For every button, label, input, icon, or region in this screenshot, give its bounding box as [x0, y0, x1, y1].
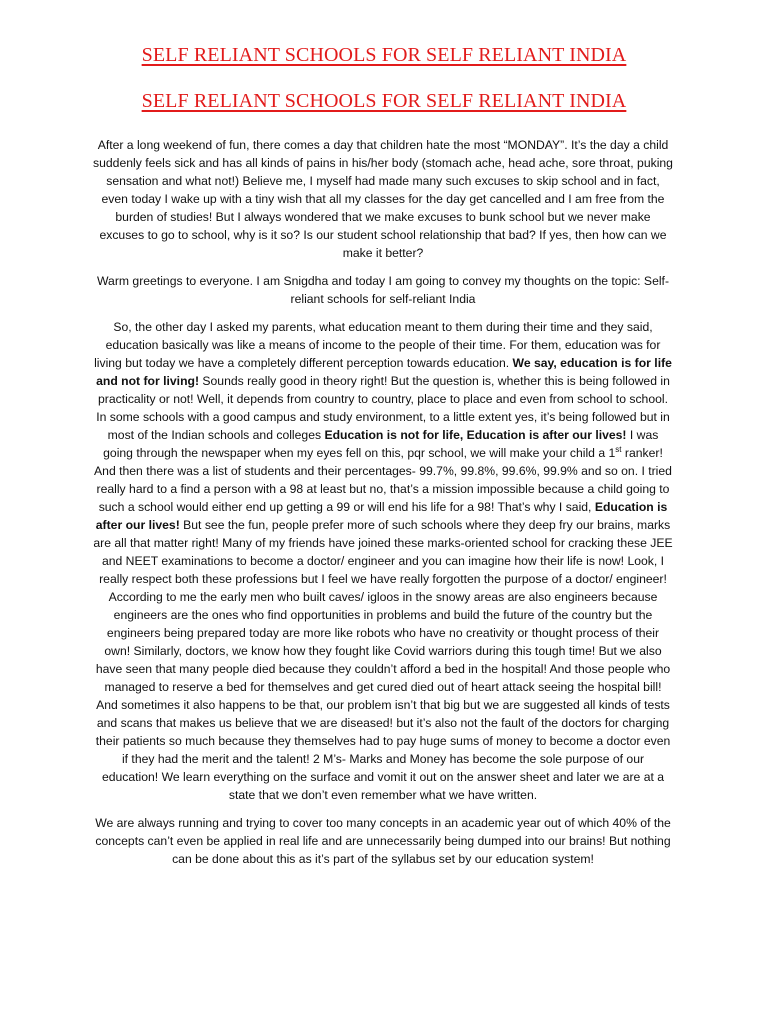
- document-title: SELF RELIANT SCHOOLS FOR SELF RELIANT INDIA: [141, 44, 627, 66]
- document-subtitle: SELF RELIANT SCHOOLS FOR SELF RELIANT INDIA: [141, 90, 627, 112]
- document-body: [93, 136, 673, 878]
- paragraph-main-text-4: ranker! And then there was a list of students and their percentages- 99.7%, 99.8%, 99.6%, 99.9% and so on. I tried really hard to a find a person with a 98 at least but no, that’s a mission impossible because a child going to such a school would either end up getting a 99 or will end his life for a 98! That’s why I said,: [94, 446, 672, 514]
- paragraph-closing: We are always running and trying to cover too many concepts in an academic year out of which 40% of the concepts can’t even be applied in real life and are unnecessarily being dumped into our brains! But nothing can be done about this as it’s part of the syllabus set by our education system!: [95, 816, 671, 866]
- paragraph-main-text-1: So, the other day I asked my parents, what education meant to them during their time and they said, education basically was like a means of income to the people of their time. For them, education was for living but today we have a completely different perception towards education.: [94, 320, 661, 370]
- paragraph-main-text-3: I was going through the newspaper when my eyes fell on this, pqr school, we will make your child a 1: [103, 428, 659, 460]
- ordinal-superscript: st: [615, 444, 622, 454]
- paragraph-main: [93, 318, 673, 804]
- paragraph-main-text-5: But see the fun, people prefer more of such schools where they deep fry our brains, marks are all that matter right! Many of my friends have joined these marks-oriented school for cracking these JEE and NEET examinations to become a doctor/ engineer and you can imagine how their life is now! Look, I really respect both these professions but I feel we have really forgotten the purpose of a doctor/ engineer! According to me the early men who built caves/ igloos in the snowy areas are also engineers because engineers are the ones who find opportunities in problems and build the future of the country but the engineers being prepared today are more like robots who have no creativity or thought process of their own! Similarly, doctors, we know how they fought like Covid warriors during this tough time! But we also have seen that many people died because they couldn’t afford a bed in the hospital! And those people who managed to reserve a bed for themselves and get cured died out of heart attack seeing the hospital bill! And sometimes it also happens to be that, our problem isn’t that big but we are suggested all kinds of tests and scans that makes us believe that we are diseased! but it’s also not the fault of the doctors for charging their patients so much because they themselves had to pay huge sums of money to become a doctor even if they had the merit and the talent! 2 M’s- Marks and Money has become the sole purpose of our education! We learn everything on the surface and vomit it out on the answer sheet and later we are at a state that we don’t even remember what we have written.: [93, 518, 673, 802]
- paragraph-main-bold-1: We say, education is for life and not for living!: [96, 356, 672, 388]
- paragraph-main-text-2: Sounds really good in theory right! But the question is, whether this is being followed in practicality or not! Well, it depends from country to country, place to place and even from school to school. In some schools with a good campus and study environment, to a little extent yes, it’s being followed but in most of the Indian schools and colleges: [96, 374, 670, 442]
- paragraph-greeting: Warm greetings to everyone. I am Snigdha and today I am going to convey my thoughts on the topic: Self-reliant schools for self-reliant India: [97, 274, 669, 306]
- paragraph-main-bold-2: Education is not for life, Education is after our lives!: [324, 428, 627, 442]
- paragraph-main-bold-3: Education is after our lives!: [95, 500, 668, 532]
- paragraph-intro: After a long weekend of fun, there comes a day that children hate the most “MONDAY”. It’s the day a child suddenly feels sick and has all kinds of pains in his/her body (stomach ache, head ache, sore throat, puking sensation and what not!) Believe me, I myself had made many such excuses to skip school and in fact, even today I wake up with a tiny wish that all my classes for the day get cancelled and I am free from the burden of studies! But I always wondered that we make excuses to bunk school but we never make excuses to go to school, why is it so? Is our student school relationship that bad? If yes, then how can we make it better?: [93, 138, 673, 260]
